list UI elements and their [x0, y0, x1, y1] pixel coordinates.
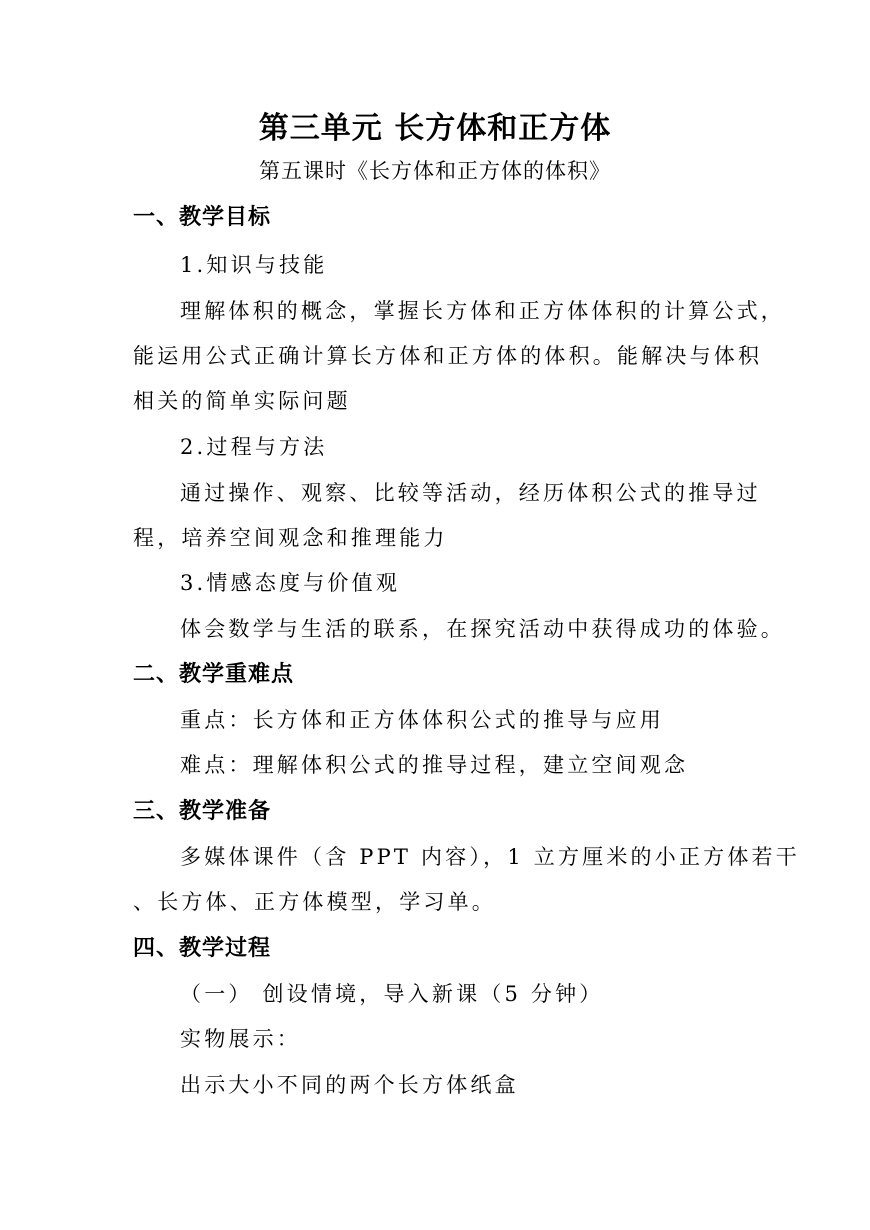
objective-label-process: 2.过程与方法	[180, 435, 328, 459]
paragraph-line: 程，培养空间观念和推理能力	[133, 526, 448, 550]
document-title: 第三单元 长方体和正方体	[258, 111, 612, 146]
paragraph-line: 理解体积的概念，掌握长方体和正方体体积的计算公式，	[180, 299, 785, 323]
paragraph-line: 体会数学与生活的联系，在探究活动中获得成功的体验。	[180, 617, 785, 641]
paragraph-line: 多媒体课件（含 PPT 内容），1 立方厘米的小正方体若干	[180, 845, 800, 869]
key-point-text: 重点：长方体和正方体体积公式的推导与应用	[180, 708, 664, 732]
section-heading-preparation: 三、教学准备	[133, 799, 272, 824]
document-subtitle: 第五课时《长方体和正方体的体积》	[259, 159, 611, 183]
objective-label-attitude: 3.情感态度与价值观	[180, 571, 401, 595]
paragraph-line: 实物展示：	[180, 1027, 301, 1051]
paragraph-line: 出示大小不同的两个长方体纸盒	[180, 1073, 519, 1097]
paragraph-line: 相关的简单实际问题	[133, 389, 351, 413]
objective-label-knowledge: 1.知识与技能	[180, 253, 328, 277]
paragraph-line: 通过操作、观察、比较等活动，经历体积公式的推导过	[180, 481, 761, 505]
difficulty-text: 难点：理解体积公式的推导过程，建立空间观念	[180, 753, 689, 777]
section-heading-process: 四、教学过程	[133, 936, 272, 961]
paragraph-line: 能运用公式正确计算长方体和正方体的体积。能解决与体积	[133, 344, 763, 368]
section-heading-key-points: 二、教学重难点	[133, 662, 295, 687]
section-heading-objectives: 一、教学目标	[133, 205, 272, 230]
process-step-title: （一） 创设情境，导入新课（5 分钟）	[180, 982, 604, 1006]
paragraph-line: 、长方体、正方体模型，学习单。	[133, 890, 496, 914]
